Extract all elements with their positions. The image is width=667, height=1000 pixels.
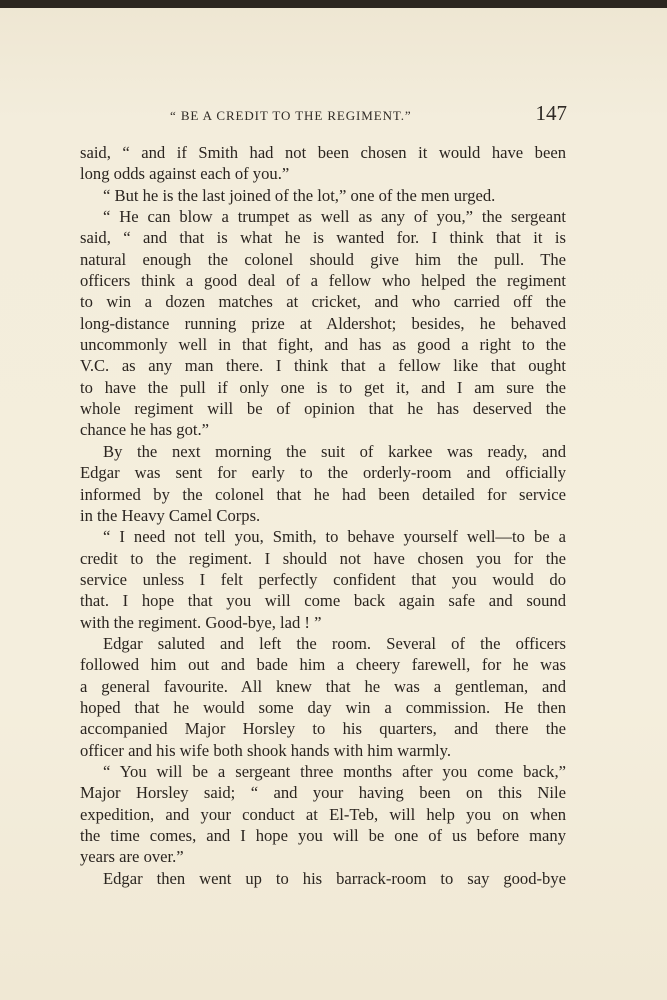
text-line: hoped that he would some day win a commission. He then — [80, 697, 566, 717]
text-line: “ You will be a sergeant three months after you come back,” — [103, 761, 566, 781]
text-line: Edgar then went up to his barrack-room to say good-bye — [103, 868, 566, 888]
text-line: officer and his wife both shook hands with him warmly. — [80, 740, 451, 760]
text-line: informed by the colonel that he had been detailed for service — [80, 484, 566, 504]
text-line: long-distance running prize at Aldershot; besides, he behaved — [80, 313, 566, 333]
text-line: service unless I felt perfectly confident that you would do — [80, 569, 566, 589]
text-line: By the next morning the suit of karkee was ready, and — [103, 441, 566, 461]
text-line: natural enough the colonel should give him the pull. The — [80, 249, 566, 269]
text-line: chance he has got.” — [80, 420, 209, 440]
text-line: that. I hope that you will come back again safe and sound — [80, 591, 566, 611]
text-line: Major Horsley said; “ and your having been on this Nile — [80, 783, 566, 803]
text-line: “ I need not tell you, Smith, to behave yourself well—to be a — [103, 527, 566, 547]
text-line: Edgar saluted and left the room. Several of the officers — [103, 633, 566, 653]
text-line: with the regiment. Good-bye, lad ! ” — [80, 612, 322, 632]
page-number: 147 — [535, 101, 567, 125]
body-text — [80, 142, 566, 889]
text-line: said, “ and if Smith had not been chosen it would have been — [80, 143, 566, 162]
text-line: a general favourite. All knew that he was a gentleman, and — [80, 676, 566, 696]
text-line: expedition, and your conduct at El-Teb, will help you on when — [80, 804, 566, 824]
page-header — [80, 101, 567, 131]
text-line: to have the pull if only one is to get it, and I am sure the — [80, 377, 566, 397]
text-line: “ He can blow a trumpet as well as any of you,” the sergeant — [103, 207, 566, 227]
text-line: to win a dozen matches at cricket, and who carried off the — [80, 292, 566, 312]
text-line: Edgar was sent for early to the orderly-room and officially — [80, 463, 566, 483]
text-line: followed him out and bade him a cheery farewell, for he was — [80, 655, 566, 675]
text-line: in the Heavy Camel Corps. — [80, 505, 261, 525]
page-top-edge — [0, 0, 667, 8]
text-line: whole regiment will be of opinion that he has deserved the — [80, 399, 566, 419]
text-line: the time comes, and I hope you will be one of us before many — [80, 826, 566, 845]
text-line: officers think a good deal of a fellow who helped the regiment — [80, 271, 566, 291]
text-line: accompanied Major Horsley to his quarters, and there the — [80, 719, 566, 739]
text-line: said, “ and that is what he is wanted for. I think that it is — [80, 228, 566, 248]
text-line: years are over.” — [80, 847, 184, 867]
running-head: “ BE A CREDIT TO THE REGIMENT.” — [170, 108, 412, 123]
text-line: credit to the regiment. I should not have chosen you for the — [80, 548, 566, 568]
text-line: “ But he is the last joined of the lot,” one of the men urged. — [103, 185, 496, 205]
text-line: uncommonly well in that fight, and has as good a right to the — [80, 335, 566, 355]
text-line: V.C. as any man there. I think that a fellow like that ought — [80, 356, 566, 376]
text-line: long odds against each of you.” — [80, 164, 290, 184]
